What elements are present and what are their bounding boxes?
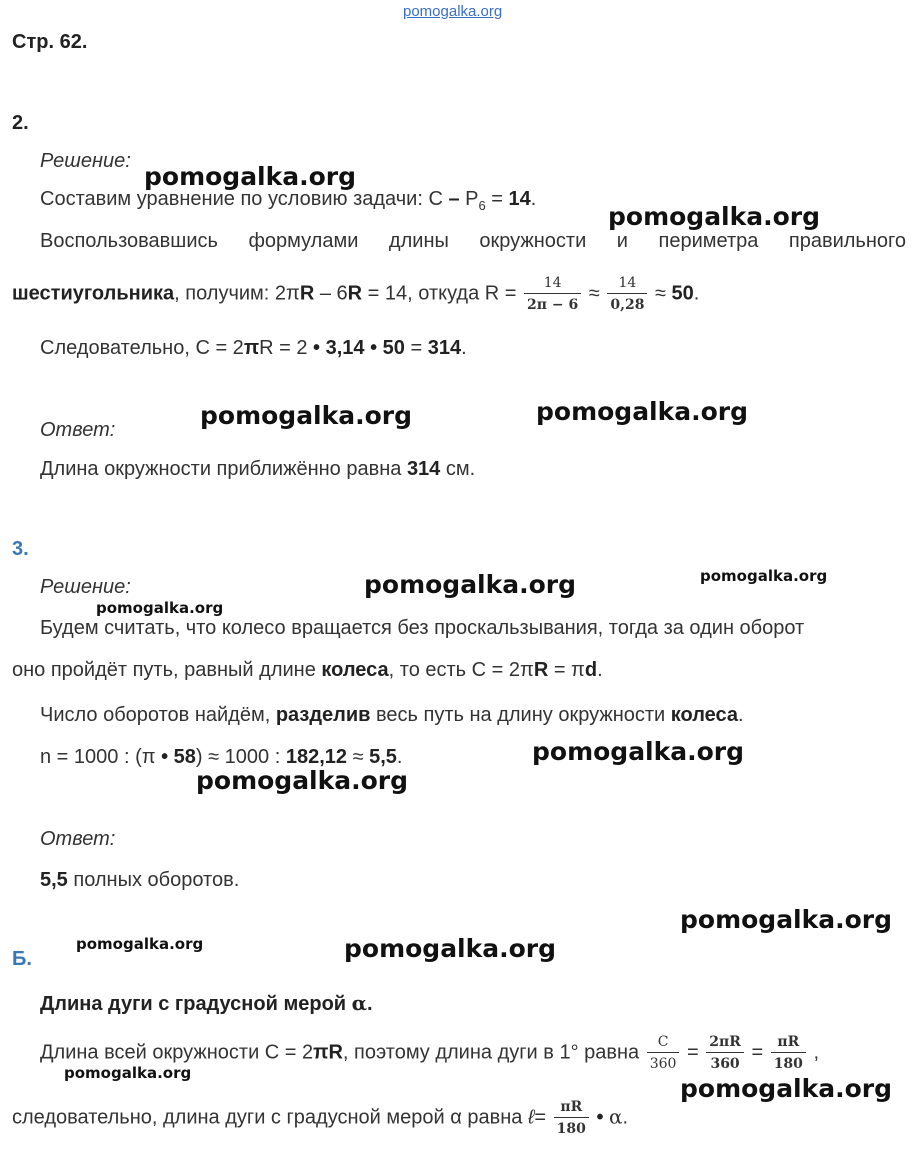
watermark: pomogalka.org	[64, 1064, 192, 1082]
bold-word: колеса	[670, 704, 739, 726]
den: 180	[556, 1121, 586, 1137]
bold-word: шестиугольника	[12, 282, 175, 305]
text: оно пройдёт путь, равный длине	[12, 659, 322, 681]
fraction-14-over-028	[607, 276, 647, 312]
text: , получим: 2π	[174, 282, 300, 305]
task-2-number: 2.	[12, 112, 29, 134]
dot: •	[161, 746, 169, 768]
value: 182,12	[285, 746, 348, 768]
text: Следовательно, С = 2	[40, 337, 244, 359]
den: 360	[649, 1056, 677, 1072]
end: .	[530, 188, 537, 210]
watermark: pomogalka.org	[96, 599, 224, 617]
task-3-answer-label: Ответ:	[40, 828, 116, 850]
watermark: pomogalka.org	[608, 202, 821, 231]
ell: ℓ	[527, 1106, 535, 1129]
approx: ≈	[583, 282, 606, 305]
end: .	[622, 1106, 629, 1129]
value: 50	[377, 337, 405, 359]
text: – 6	[314, 282, 348, 305]
pi: π	[243, 337, 260, 359]
text: следовательно, длина дуги с градусной мерой α равна	[12, 1106, 528, 1129]
bold-word: разделив	[275, 704, 371, 726]
text: R = 2	[259, 337, 314, 359]
text: см.	[440, 458, 476, 480]
d: d	[584, 659, 598, 681]
alpha: α	[351, 991, 368, 1015]
text: ≈	[347, 746, 370, 768]
text: Число оборотов найдём,	[40, 704, 276, 726]
num: 14	[524, 276, 581, 294]
text: Длина всей окружности С = 2	[40, 1041, 314, 1064]
value: 58	[168, 746, 196, 768]
bold-word: колеса	[321, 659, 389, 681]
fraction-c-over-360	[647, 1035, 680, 1071]
fraction-2pir-over-360	[706, 1035, 744, 1071]
end: ,	[807, 1041, 820, 1064]
dot: •	[370, 337, 378, 359]
dash: –	[448, 188, 460, 210]
dot: •	[590, 1106, 610, 1129]
den: 2π − 6	[527, 297, 579, 313]
alpha: α	[609, 1104, 623, 1129]
task-3-line-1: Будем считать, что колесо вращается без проскальзывания, тогда за один оборот	[40, 617, 805, 639]
end: .	[693, 282, 700, 305]
text: весь путь на длину окружности	[370, 704, 671, 726]
subscript: 6	[478, 198, 486, 213]
value: 3,14	[320, 337, 371, 359]
watermark: pomogalka.org	[536, 397, 749, 426]
value: 314	[427, 337, 462, 359]
task-3-solution-label: Решение:	[40, 576, 131, 598]
fraction-14-over-2pi-6	[524, 276, 581, 312]
text: полных оборотов.	[67, 869, 240, 891]
end: .	[461, 337, 467, 359]
den: 0,28	[610, 297, 645, 313]
task-2-solution-label: Решение:	[40, 150, 131, 172]
section-b-heading	[40, 991, 373, 1016]
watermark: pomogalka.org	[364, 570, 577, 599]
value: 314	[406, 458, 441, 480]
text: , поэтому длина дуги в 1° равна	[342, 1041, 645, 1064]
watermark: pomogalka.org	[700, 567, 828, 585]
value: 14	[508, 188, 531, 210]
text: = 14, откуда R =	[362, 282, 523, 305]
r1: R	[299, 282, 315, 305]
task-2-line-4	[40, 337, 467, 360]
text: Составим уравнение по условию задачи: С	[40, 188, 449, 210]
watermark: pomogalka.org	[344, 934, 557, 963]
task-2-line-2: Воспользовавшись формулами длины окружности и периметра правильного	[40, 230, 906, 252]
den: 180	[773, 1056, 803, 1072]
end: .	[396, 746, 403, 768]
text: =	[404, 337, 428, 359]
task-2-line-1	[40, 188, 536, 213]
watermark: pomogalka.org	[680, 1074, 893, 1103]
r2: R	[347, 282, 363, 305]
eq: =	[534, 1106, 552, 1129]
watermark: pomogalka.org	[196, 766, 409, 795]
end: .	[597, 659, 603, 681]
task-3-line-3	[40, 704, 744, 727]
task-2-answer	[40, 458, 475, 481]
r: R	[533, 659, 549, 681]
fraction-pir-over-180	[771, 1035, 806, 1071]
fraction-pir-over-180	[554, 1100, 589, 1136]
p: P	[459, 188, 479, 210]
value: 5,5	[369, 746, 397, 768]
section-b-letter: Б.	[12, 948, 32, 970]
num: 14	[607, 276, 647, 294]
watermark: pomogalka.org	[680, 905, 893, 934]
watermark: pomogalka.org	[200, 401, 413, 430]
text: n = 1000 : (π	[40, 746, 162, 768]
end: .	[738, 704, 744, 726]
num: C	[647, 1035, 680, 1053]
num: 2πR	[706, 1035, 744, 1053]
text: = π	[548, 659, 585, 681]
num: πR	[554, 1100, 589, 1118]
approx: ≈	[649, 282, 672, 305]
task-2-line-3	[12, 276, 699, 312]
eq: =	[745, 1041, 769, 1064]
text: Длина окружности приближённо равна	[40, 458, 407, 480]
task-3-line-2	[12, 659, 603, 682]
den: 360	[710, 1056, 740, 1072]
watermark: pomogalka.org	[144, 162, 357, 191]
task-3-number: 3.	[12, 538, 29, 560]
value: 5,5	[40, 869, 68, 891]
eq: =	[681, 1041, 705, 1064]
task-2-answer-label: Ответ:	[40, 419, 116, 441]
page-label: Стр. 62.	[12, 31, 88, 53]
num: πR	[771, 1035, 806, 1053]
pi-r: πR	[313, 1041, 343, 1064]
section-b-line-2	[12, 1100, 628, 1136]
value: 50	[671, 282, 694, 305]
end: .	[367, 993, 373, 1015]
eq: =	[485, 188, 509, 210]
watermark: pomogalka.org	[76, 935, 204, 953]
watermark: pomogalka.org	[532, 737, 745, 766]
site-link[interactable]: pomogalka.org	[403, 3, 503, 20]
heading-text: Длина дуги с градусной мерой	[40, 993, 352, 1015]
dot: •	[313, 337, 321, 359]
text: , то есть С = 2π	[388, 659, 534, 681]
task-3-answer	[40, 869, 239, 892]
text: ) ≈ 1000 :	[195, 746, 286, 768]
